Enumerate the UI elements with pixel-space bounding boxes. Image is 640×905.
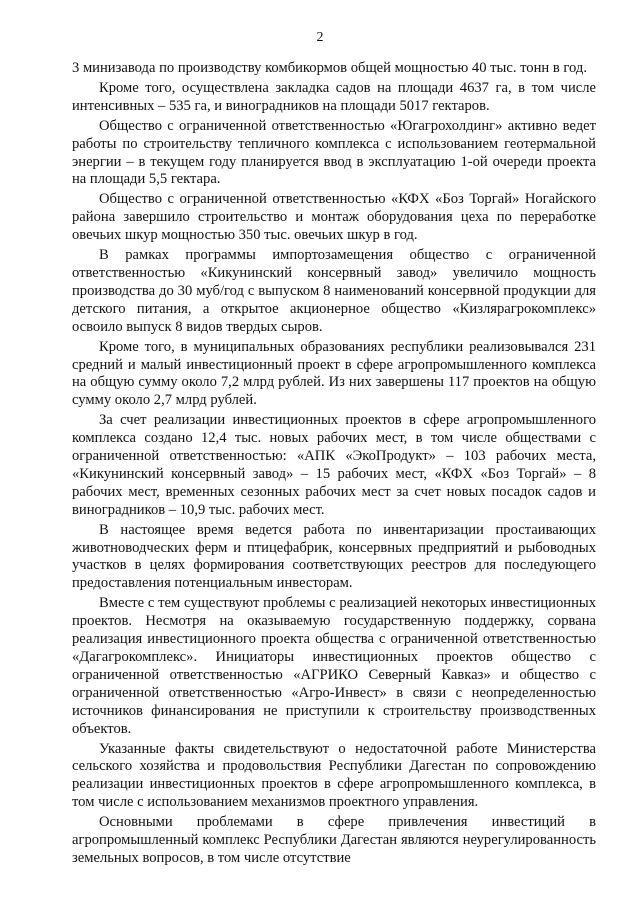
paragraph: Кроме того, в муниципальных образованиях республики реализовывался 231 средний и малый инвестиционный проект в сфере агропромышленного комплекса на общую сумму около 7,2 млрд рублей. Из них завершены 117 проектов на общую сумму около 2,7 млрд рублей. bbox=[72, 338, 596, 409]
paragraph: Указанные факты свидетельствуют о недостаточной работе Министерства сельского хозяйства и продовольствия Республики Дагестан по сопровождению реализации инвестиционных проектов в сфере агропромышленного комплекса, в том числе с использованием механизмов проектного управления. bbox=[72, 740, 596, 811]
paragraph: Общество с ограниченной ответственностью «КФХ «Боз Торгай» Ногайского района завершило строительство и монтаж оборудования цеха по переработке овечьих шкур мощностью 350 тыс. овечьих шкур в год. bbox=[72, 191, 596, 244]
paragraph: Общество с ограниченной ответственностью «Югагрохолдинг» активно ведет работы по строительству тепличного комплекса с использованием геотермальной энергии – в текущем году планируется ввод в эксплуатацию 1-ой очереди проекта на площади 5,5 гектара. bbox=[72, 117, 596, 188]
document-body bbox=[72, 60, 596, 870]
paragraph: Основными проблемами в сфере привлечения инвестиций в агропромышленный комплекс Республики Дагестан являются неурегулированность земельных вопросов, в том числе отсутствие bbox=[72, 814, 596, 866]
paragraph: Вместе с тем существуют проблемы с реализацией некоторых инвестиционных проектов. Несмотря на оказываемую государственную поддержку, сорвана реализация инвестиционного проекта общества с ограниченной ответственностью «Дагагрокомплекс». Инициаторы инвестиционных проектов общество с ограниченной ответственностью «АГРИКО Северный Кавказ» и общество с ограниченной ответственностью «Агро-Инвест» в связи с неопределенностью источников финансирования не приступили к строительству производственных объектов. bbox=[72, 595, 596, 737]
paragraph: В настоящее время ведется работа по инвентаризации простаивающих животноводческих ферм и птицефабрик, консервных предприятий и рыбоводных участков в целях формирования соответствующих реестров для последующего предоставления потенциальным инвесторам. bbox=[72, 521, 596, 592]
paragraph: 3 минизавода по производству комбикормов общей мощностью 40 тыс. тонн в год. bbox=[72, 60, 587, 76]
page-number: 2 bbox=[316, 30, 324, 45]
paragraph: За счет реализации инвестиционных проектов в сфере агропромышленного комплекса создано 12,4 тыс. новых рабочих мест, в том числе обществами с ограниченной ответственностью: «АПК «ЭкоПродукт» – 103 рабочих места, «Кикунинский консервный завод» – 15 рабочих мест, «КФХ «Боз Торгай» – 8 рабочих мест, временных сезонных рабочих мест за счет новых посадок садов и виноградников – 10,9 тыс. рабочих мест. bbox=[72, 412, 596, 518]
paragraph: В рамках программы импортозамещения общество с ограниченной ответственностью «Кикунинский консервный завод» увеличило мощность производства до 30 муб/год с выпуском 8 наименований консервной продукции для детского питания, а открытое акционерное общество «Кизлярагрокомплекс» освоило выпуск 8 видов твердых сыров. bbox=[72, 247, 596, 335]
paragraph: Кроме того, осуществлена закладка садов на площади 4637 га, в том числе интенсивных – 535 га, и виноградников на площади 5017 гектаров. bbox=[72, 79, 596, 114]
